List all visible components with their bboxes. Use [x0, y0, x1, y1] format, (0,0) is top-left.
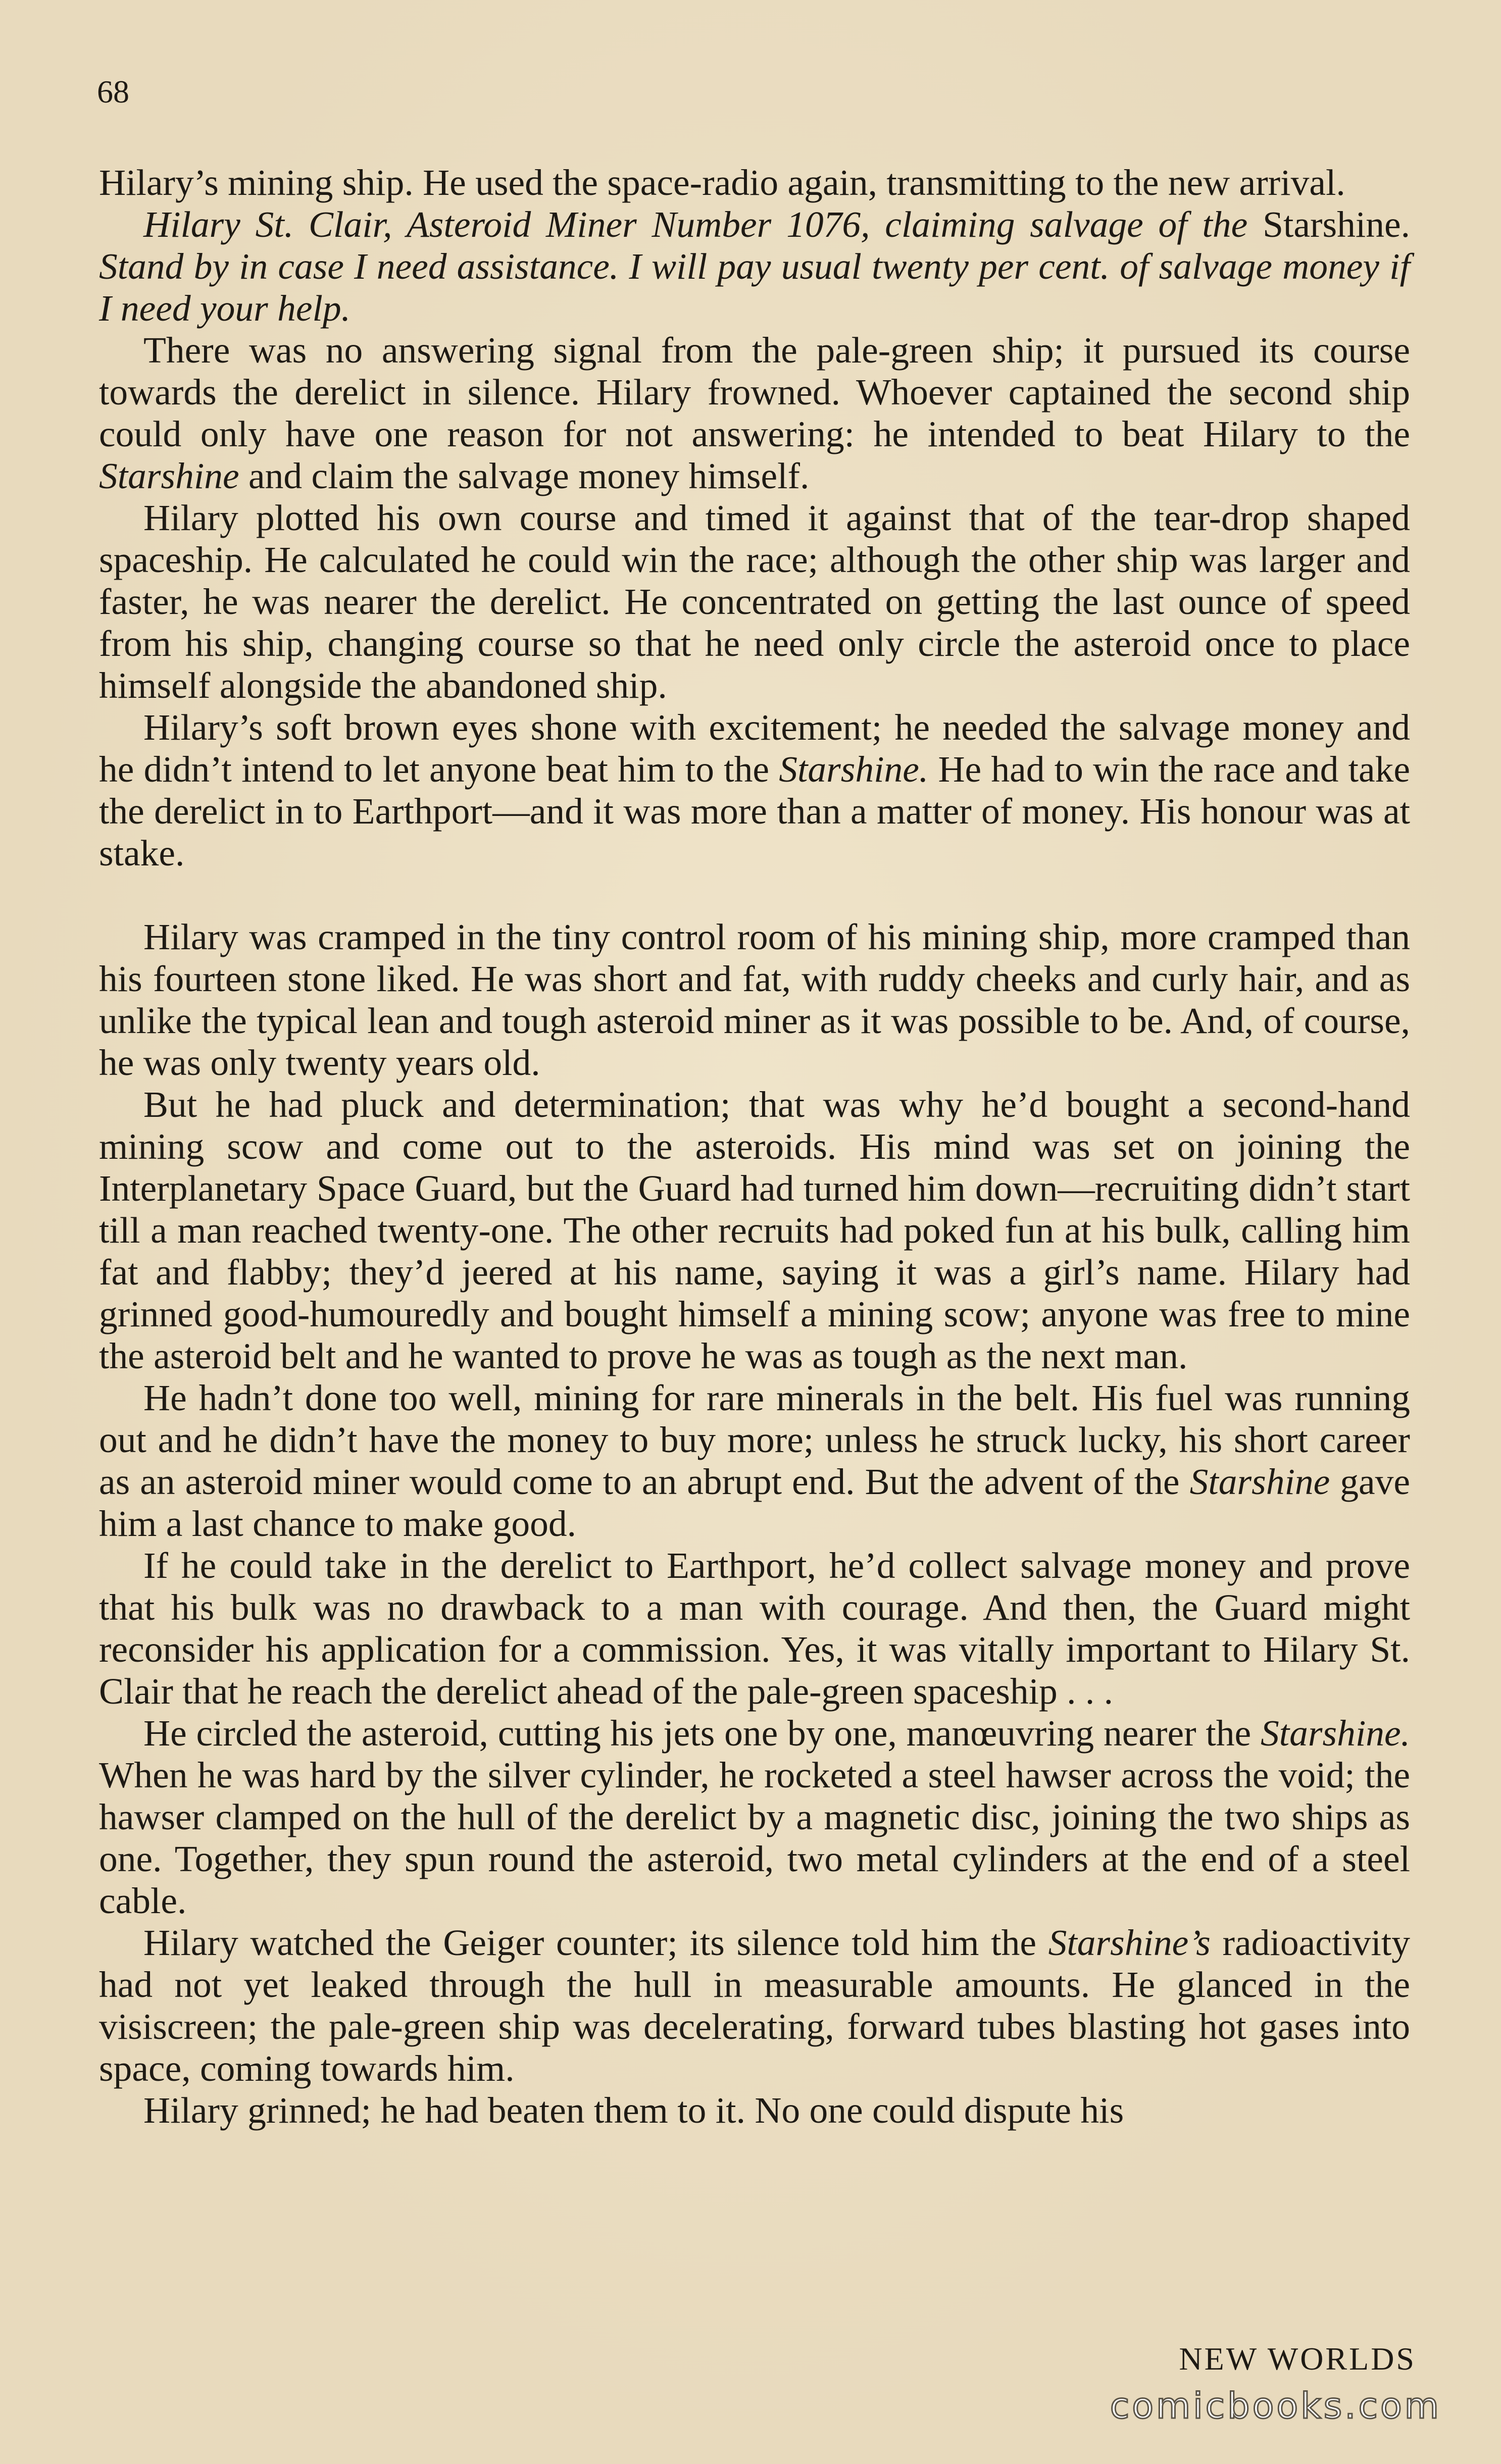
- text-run: Stand by in case I need assistance. I will pay usual twenty per cent. of salvage money if I need your help.: [99, 246, 1410, 329]
- ship-name-italic: Starshine’s: [1048, 1922, 1211, 1963]
- paragraph: [99, 162, 1410, 203]
- text-run: Hilary’s soft brown eyes shone with excitement; he needed the salvage money and he didn’t intend to let anyone beat him to the: [99, 707, 1410, 790]
- text-run: But he had pluck and determination; that was why he’d bought a second-hand mining scow and come out to the asteroids. His mind was set on joining the Interplanetary Space Guard, but the Guard had turned him down—recruiting didn’t start till a man reached twenty-one. The other recruits had poked fun at his bulk, calling him fat and flabby; they’d jeered at his name, saying it was a girl’s name. Hilary had grinned good-humouredly and bought himself a mining scow; anyone was free to mine the asteroid belt and he wanted to prove he was as tough as the next man.: [99, 1084, 1410, 1376]
- paragraph: [99, 2089, 1410, 2131]
- text-run: radioactivity had not yet leaked through the hull in measurable amounts. He glanced in the visiscreen; the pale-green ship was decelerating, forward tubes blasting hot gases into space, coming towards him.: [99, 1922, 1410, 2089]
- ship-name-upright: Starshine.: [1263, 204, 1410, 245]
- paragraph: [99, 706, 1410, 874]
- paragraph: [99, 329, 1410, 497]
- text-run: He circled the asteroid, cutting his jets one by one, manœuvring nearer the: [143, 1713, 1261, 1754]
- text-run: Hilary grinned; he had beaten them to it. No one could dispute his: [143, 2090, 1124, 2131]
- paragraph: [99, 1712, 1410, 1922]
- text-run: Hilary was cramped in the tiny control room of his mining ship, more cramped than his fourteen stone liked. He was short and fat, with ruddy cheeks and curly hair, and as unlike the typical lean and tough asteroid miner as it was possible to be. And, of course, he was only twenty years old.: [99, 916, 1410, 1083]
- page-number: 68: [97, 74, 129, 110]
- text-run: He had to win the race and take the derelict in to Earthport—and it was more than a matter of money. His honour was at stake.: [99, 749, 1410, 874]
- paragraph: [99, 203, 1410, 329]
- ship-name-italic: Starshine: [1189, 1461, 1330, 1502]
- text-run: There was no answering signal from the pale-green ship; it pursued its course towards the derelict in silence. Hilary frowned. Whoever captained the second ship could only have one reason for not answering: he intended to beat Hilary to the: [99, 330, 1410, 454]
- ship-name-italic: Starshine: [99, 455, 239, 496]
- ship-name-italic: Starshine.: [779, 749, 929, 790]
- paragraph: [99, 1084, 1410, 1377]
- text-run: Hilary St. Clair, Asteroid Miner Number 1076, claiming salvage of the: [143, 204, 1263, 245]
- paragraph: [99, 916, 1410, 1084]
- site-watermark: comicbooks.com: [1110, 2385, 1441, 2427]
- text-run: If he could take in the derelict to Earthport, he’d collect salvage money and prove that his bulk was no drawback to a man with courage. And then, the Guard might reconsider his application for a commission. Yes, it was vitally important to Hilary St. Clair that he reach the derelict ahead of the pale-green spaceship . . .: [99, 1545, 1410, 1712]
- text-run: Hilary watched the Geiger counter; its silence told him the: [143, 1922, 1048, 1963]
- text-run: Hilary plotted his own course and timed it against that of the tear-drop shaped spaceship. He calculated he could win the race; although the other ship was larger and faster, he was nearer the derelict. He concentrated on getting the last ounce of speed from his ship, changing course so that he need only circle the asteroid once to place himself alongside the abandoned ship.: [99, 497, 1410, 706]
- story-text: [99, 162, 1410, 2131]
- magazine-title: NEW WORLDS: [1179, 2341, 1416, 2377]
- text-run: gave him a last chance to make good.: [99, 1461, 1410, 1544]
- paragraph: [99, 1377, 1410, 1545]
- paragraph: [99, 1545, 1410, 1712]
- text-run: He hadn’t done too well, mining for rare minerals in the belt. His fuel was running out and he didn’t have the money to buy more; unless he struck lucky, his short career as an asteroid miner would come to an abrupt end. But the advent of the: [99, 1377, 1410, 1502]
- text-run: Hilary’s mining ship. He used the space-radio again, transmitting to the new arrival.: [99, 162, 1345, 203]
- text-run: When he was hard by the silver cylinder, he rocketed a steel hawser across the void; the hawser clamped on the hull of the derelict by a magnetic disc, joining the two ships as one. Together, they spun round the asteroid, two metal cylinders at the end of a steel cable.: [99, 1755, 1410, 1921]
- ship-name-italic: Starshine.: [1260, 1713, 1410, 1754]
- text-run: and claim the salvage money himself.: [239, 455, 810, 496]
- paragraph: [99, 497, 1410, 706]
- paragraph: [99, 1922, 1410, 2089]
